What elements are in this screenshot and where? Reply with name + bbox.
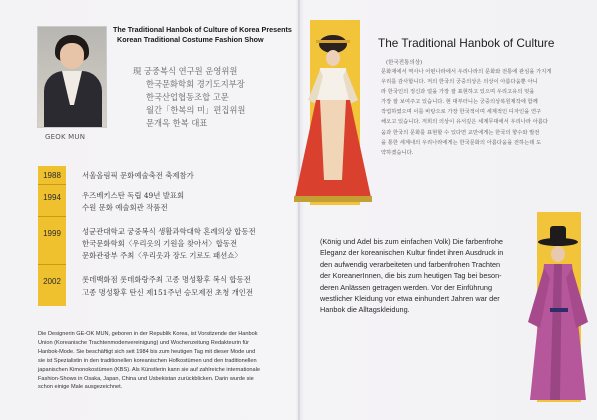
portrait-caption: GEOK MUN <box>45 133 86 141</box>
timeline-text: 한국문화학회〈우리옷의 기원을 찾아서〉합동전 <box>82 239 238 248</box>
bio-line: japanischen Kimonokostümen (KBS). Als Künstlerin kann sie auf zahlreiche internationale <box>38 366 261 373</box>
title-line: 월간「한복의 미」편집위원 <box>146 105 246 116</box>
bio-line: Hanbok-Mode. Sie beschäftigt sich seit 1984 bis zum heutigen Tag mit dieser Mode und <box>38 348 256 355</box>
description-line: Eleganz der koreanischen Kultur findet ihren Ausdruck in <box>320 248 504 258</box>
description-line: (König und Adel bis zum einfachen Volk) Die farbenfrohe <box>320 237 503 246</box>
intro-line: 약하겠습니다. <box>381 149 414 156</box>
timeline-divider <box>38 216 66 217</box>
bio-line: Fashion-Shows in Osaka, Japan, China und Usbekistan zurückblicken. Darin wurde sie <box>38 375 254 382</box>
bio-line: Die Designerin GE-OK MUN, geboren in der Republik Korea, ist Vorsitzende der Hanbok <box>38 331 258 337</box>
designer-titles <box>133 65 245 130</box>
timeline-year: 1988 <box>43 171 61 180</box>
timeline-text: 우즈베키스탄 독립 49년 발표회 <box>82 191 185 200</box>
timeline-divider <box>38 184 66 185</box>
designer-portrait <box>37 26 107 128</box>
description-line: westlicher Kleidung vor etwa einhundert Jahren war der <box>320 294 500 304</box>
gat-crown <box>550 226 566 242</box>
presents-line-1: The Traditional Hanbok of Culture of Korea Presents <box>113 25 292 34</box>
intro-line: 작업하였으며 이를 바탕으로 가장 한국적이며 세계적인 디자인을 연구 <box>381 109 542 116</box>
face <box>326 50 340 66</box>
intro-line: 가장 잘 보여주고 있습니다. 현 대부터니는 궁중의상복원제작에 함께 <box>381 99 538 106</box>
skirt-hem <box>294 196 372 202</box>
timeline-text: 롯데백화점 롯데화랑주최 고종 명성황후 복식 합동전 <box>82 275 251 284</box>
intro-line: 라 한국인의 정신과 얼을 가장 잘 표현하고 있으며 우리고유의 멋을 <box>381 89 535 96</box>
intro-line: 해오고 있습니다. 저희의 의상이 유서깊은 세계무대에서 우리나라 아름다 <box>381 119 548 126</box>
portrait-face <box>60 43 84 69</box>
bio-line: Union (Koreanische Trachtenmodenvereinigung) und Wochenzeitung Redakteurin für <box>38 339 250 346</box>
intro-line: 을 통한 세계내의 우리나라에게는 한국문화의 아름다움을 전하는데 도 <box>381 139 542 146</box>
hair-pin <box>316 40 350 43</box>
timeline-text: 성균관대학교 궁중복식 생활과학대학 혼례의상 합동전 <box>82 227 256 236</box>
timeline-divider <box>38 264 66 265</box>
bio-line: sie ist Spezialistin in den traditionellen koreanischen Hofkostümen und den traditionellen <box>38 357 257 364</box>
timeline-text: 문화관광부 주최〈우리옷과 장도 기로도 패션쇼〉 <box>82 251 242 260</box>
sash <box>550 308 568 312</box>
description-line: Hanbok die Alltagskleidung. <box>320 305 410 315</box>
description-line: der KoreanerInnen, die bis zum heutigen Tag bei beson- <box>320 271 502 281</box>
timeline-year: 1999 <box>43 229 61 238</box>
timeline-text: 서울올림픽 문화예술축전 축제참가 <box>82 171 194 180</box>
presents-line-2: Korean Traditional Costume Fashion Show <box>117 35 264 44</box>
title-line: 한국문화학회 경기도지부장 <box>146 79 245 90</box>
description-line: den aufwendig verarbeiteten und farbenfrohen Trachten <box>320 259 501 269</box>
nobleman-hanbok-illustration <box>520 212 592 404</box>
queen-hanbok-illustration <box>290 30 376 210</box>
panel-title: The Traditional Hanbok of Culture <box>378 36 555 50</box>
intro-heading: (한국전통의상) <box>386 60 423 66</box>
intro-korean <box>381 67 587 158</box>
hanbok-description-german <box>320 236 540 316</box>
timeline-text: 고종 명성황후 탄신 제151주년 승모제전 초청 개인전 <box>82 288 253 297</box>
description-line: deren Anlässen getragen werden. Vor der Einführung <box>320 282 493 292</box>
face <box>551 246 565 262</box>
title-line: 문개옥 한복 대표 <box>146 118 208 129</box>
timeline-text: 수원 문화 예술회관 작품전 <box>82 203 168 212</box>
designer-bio-german <box>38 330 294 392</box>
intro-line: 문화재에서 역사나 어떤나라에서 우리나라의 문화와 전통에 관심을 가지게 <box>381 69 552 75</box>
title-line: 現 궁중복식 연구원 운영위원 <box>133 66 238 76</box>
intro-line: 움과 한국의 문화를 표현할 수 있다면 교만에게는 한국의 향수와 발전 <box>381 129 540 136</box>
bio-line: schon einige Male ausgezeichnet. <box>38 384 123 391</box>
title-line: 한국산업협동조합 고문 <box>146 92 229 103</box>
presents-header <box>113 25 298 45</box>
skirt-band <box>320 100 346 180</box>
timeline-year: 2002 <box>43 277 61 286</box>
timeline-year: 1994 <box>43 193 61 202</box>
intro-line: 우리를 감사합니다. 저의 한국의 궁중의상은 의상이 아름다움뿐 아니 <box>381 79 538 86</box>
